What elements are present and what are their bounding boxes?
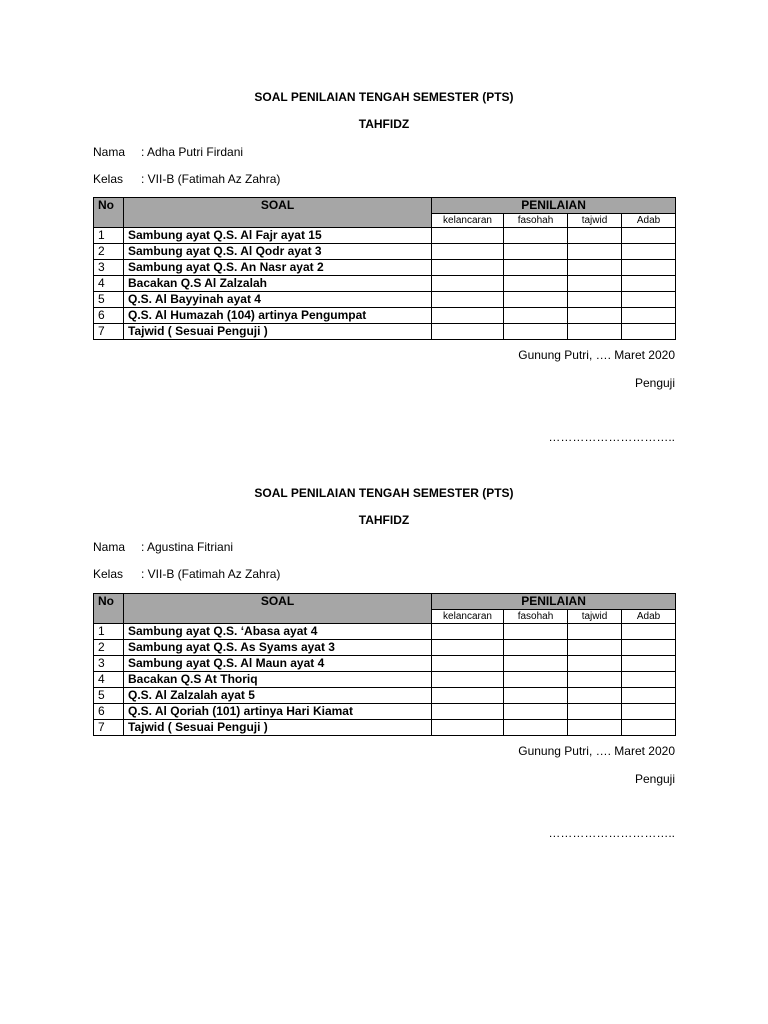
sheet-subtitle: TAHFIDZ <box>358 513 410 527</box>
row-number: 5 <box>94 688 124 704</box>
header-no: No <box>94 198 124 228</box>
row-number: 4 <box>94 276 124 292</box>
table-row <box>94 292 676 308</box>
question-text: Tajwid ( Sesuai Penguji ) <box>124 324 432 340</box>
sheet-title: SOAL PENILAIAN TENGAH SEMESTER (PTS) <box>254 486 514 500</box>
header-fasohah: fasohah <box>504 610 568 624</box>
table-row <box>94 324 676 340</box>
sheet-subtitle: TAHFIDZ <box>358 117 410 131</box>
score-cell[interactable] <box>622 244 676 260</box>
table-row <box>94 260 676 276</box>
table-row <box>94 704 676 720</box>
score-cell[interactable] <box>568 324 622 340</box>
score-table <box>93 197 676 340</box>
table-row <box>94 624 676 640</box>
row-number: 7 <box>94 720 124 736</box>
question-text: Q.S. Al Bayyinah ayat 4 <box>124 292 432 308</box>
score-cell[interactable] <box>622 672 676 688</box>
score-cell[interactable] <box>504 324 568 340</box>
row-number: 3 <box>94 656 124 672</box>
nama-row <box>93 540 233 554</box>
score-cell[interactable] <box>432 292 504 308</box>
nama-value: : Agustina Fitriani <box>141 540 234 554</box>
row-number: 2 <box>94 244 124 260</box>
sheet-title: SOAL PENILAIAN TENGAH SEMESTER (PTS) <box>254 90 514 104</box>
score-cell[interactable] <box>568 656 622 672</box>
score-cell[interactable] <box>568 720 622 736</box>
kelas-row <box>93 172 280 186</box>
penguji-label: Penguji <box>634 772 675 786</box>
score-cell[interactable] <box>504 640 568 656</box>
score-cell[interactable] <box>622 704 676 720</box>
penguji-label: Penguji <box>634 376 675 390</box>
score-cell[interactable] <box>504 704 568 720</box>
score-cell[interactable] <box>622 656 676 672</box>
header-kelancaran: kelancaran <box>432 214 504 228</box>
row-number: 1 <box>94 624 124 640</box>
table-row <box>94 688 676 704</box>
table-row <box>94 228 676 244</box>
row-number: 5 <box>94 292 124 308</box>
score-cell[interactable] <box>432 324 504 340</box>
question-text: Bacakan Q.S At Thoriq <box>124 672 432 688</box>
score-cell[interactable] <box>622 308 676 324</box>
table-row <box>94 672 676 688</box>
question-text: Tajwid ( Sesuai Penguji ) <box>124 720 432 736</box>
score-cell[interactable] <box>504 720 568 736</box>
score-cell[interactable] <box>432 624 504 640</box>
score-cell[interactable] <box>622 640 676 656</box>
place-date: Gunung Putri, …. Maret 2020 <box>518 348 675 362</box>
score-cell[interactable] <box>622 624 676 640</box>
score-cell[interactable] <box>432 656 504 672</box>
score-cell[interactable] <box>504 308 568 324</box>
score-cell[interactable] <box>504 624 568 640</box>
score-cell[interactable] <box>568 292 622 308</box>
score-cell[interactable] <box>568 244 622 260</box>
question-text: Q.S. Al Humazah (104) artinya Pengumpat <box>124 308 432 324</box>
kelas-value: : VII-B (Fatimah Az Zahra) <box>141 172 281 186</box>
table-row <box>94 720 676 736</box>
table-row <box>94 656 676 672</box>
score-cell[interactable] <box>568 640 622 656</box>
score-cell[interactable] <box>568 688 622 704</box>
question-text: Sambung ayat Q.S. Al Qodr ayat 3 <box>124 244 432 260</box>
nama-row <box>93 145 243 159</box>
score-cell[interactable] <box>568 228 622 244</box>
table-row <box>94 276 676 292</box>
score-cell[interactable] <box>432 704 504 720</box>
score-cell[interactable] <box>432 276 504 292</box>
score-cell[interactable] <box>432 688 504 704</box>
score-cell[interactable] <box>622 720 676 736</box>
score-cell[interactable] <box>432 672 504 688</box>
question-text: Sambung ayat Q.S. Al Fajr ayat 15 <box>124 228 432 244</box>
score-cell[interactable] <box>432 308 504 324</box>
header-fasohah: fasohah <box>504 214 568 228</box>
nama-value: : Adha Putri Firdani <box>141 145 244 159</box>
score-cell[interactable] <box>504 292 568 308</box>
score-cell[interactable] <box>568 260 622 276</box>
score-cell[interactable] <box>568 624 622 640</box>
score-cell[interactable] <box>504 672 568 688</box>
score-cell[interactable] <box>568 704 622 720</box>
score-cell[interactable] <box>622 292 676 308</box>
signature-line: ………………………….. <box>548 430 675 444</box>
row-number: 6 <box>94 308 124 324</box>
score-cell[interactable] <box>504 276 568 292</box>
score-cell[interactable] <box>432 228 504 244</box>
kelas-label: Kelas <box>93 567 124 581</box>
score-cell[interactable] <box>432 260 504 276</box>
header-adab: Adab <box>622 214 676 228</box>
sheet-2 <box>93 396 675 856</box>
header-penilaian: PENILAIAN <box>432 198 676 214</box>
score-cell[interactable] <box>504 244 568 260</box>
score-cell[interactable] <box>504 260 568 276</box>
header-adab: Adab <box>622 610 676 624</box>
header-soal: SOAL <box>124 198 432 228</box>
row-number: 1 <box>94 228 124 244</box>
header-kelancaran: kelancaran <box>432 610 504 624</box>
kelas-label: Kelas <box>93 172 124 186</box>
table-row <box>94 308 676 324</box>
row-number: 3 <box>94 260 124 276</box>
score-cell[interactable] <box>432 720 504 736</box>
kelas-value: : VII-B (Fatimah Az Zahra) <box>141 567 281 581</box>
header-penilaian: PENILAIAN <box>432 594 676 610</box>
header-soal: SOAL <box>124 594 432 624</box>
table-row <box>94 640 676 656</box>
nama-label: Nama <box>93 540 126 554</box>
score-cell[interactable] <box>568 308 622 324</box>
kelas-row <box>93 567 280 581</box>
table-row <box>94 244 676 260</box>
score-cell[interactable] <box>622 324 676 340</box>
nama-label: Nama <box>93 145 126 159</box>
header-no: No <box>94 594 124 624</box>
score-table <box>93 593 676 736</box>
score-cell[interactable] <box>622 688 676 704</box>
question-text: Sambung ayat Q.S. An Nasr ayat 2 <box>124 260 432 276</box>
signature-line: ………………………….. <box>548 826 675 840</box>
score-cell[interactable] <box>504 656 568 672</box>
question-text: Sambung ayat Q.S. As Syams ayat 3 <box>124 640 432 656</box>
score-cell[interactable] <box>622 228 676 244</box>
question-text: Q.S. Al Qoriah (101) artinya Hari Kiamat <box>124 704 432 720</box>
question-text: Bacakan Q.S Al Zalzalah <box>124 276 432 292</box>
score-cell[interactable] <box>568 276 622 292</box>
place-date: Gunung Putri, …. Maret 2020 <box>518 744 675 758</box>
score-cell[interactable] <box>622 276 676 292</box>
header-tajwid: tajwid <box>568 610 622 624</box>
score-cell[interactable] <box>432 640 504 656</box>
score-cell[interactable] <box>504 688 568 704</box>
question-text: Sambung ayat Q.S. Al Maun ayat 4 <box>124 656 432 672</box>
question-text: Q.S. Al Zalzalah ayat 5 <box>124 688 432 704</box>
score-cell[interactable] <box>432 244 504 260</box>
header-tajwid: tajwid <box>568 214 622 228</box>
score-cell[interactable] <box>622 260 676 276</box>
row-number: 4 <box>94 672 124 688</box>
row-number: 6 <box>94 704 124 720</box>
question-text: Sambung ayat Q.S. ‘Abasa ayat 4 <box>124 624 432 640</box>
row-number: 2 <box>94 640 124 656</box>
sheet-1 <box>93 0 675 460</box>
score-cell[interactable] <box>568 672 622 688</box>
score-cell[interactable] <box>504 228 568 244</box>
row-number: 7 <box>94 324 124 340</box>
